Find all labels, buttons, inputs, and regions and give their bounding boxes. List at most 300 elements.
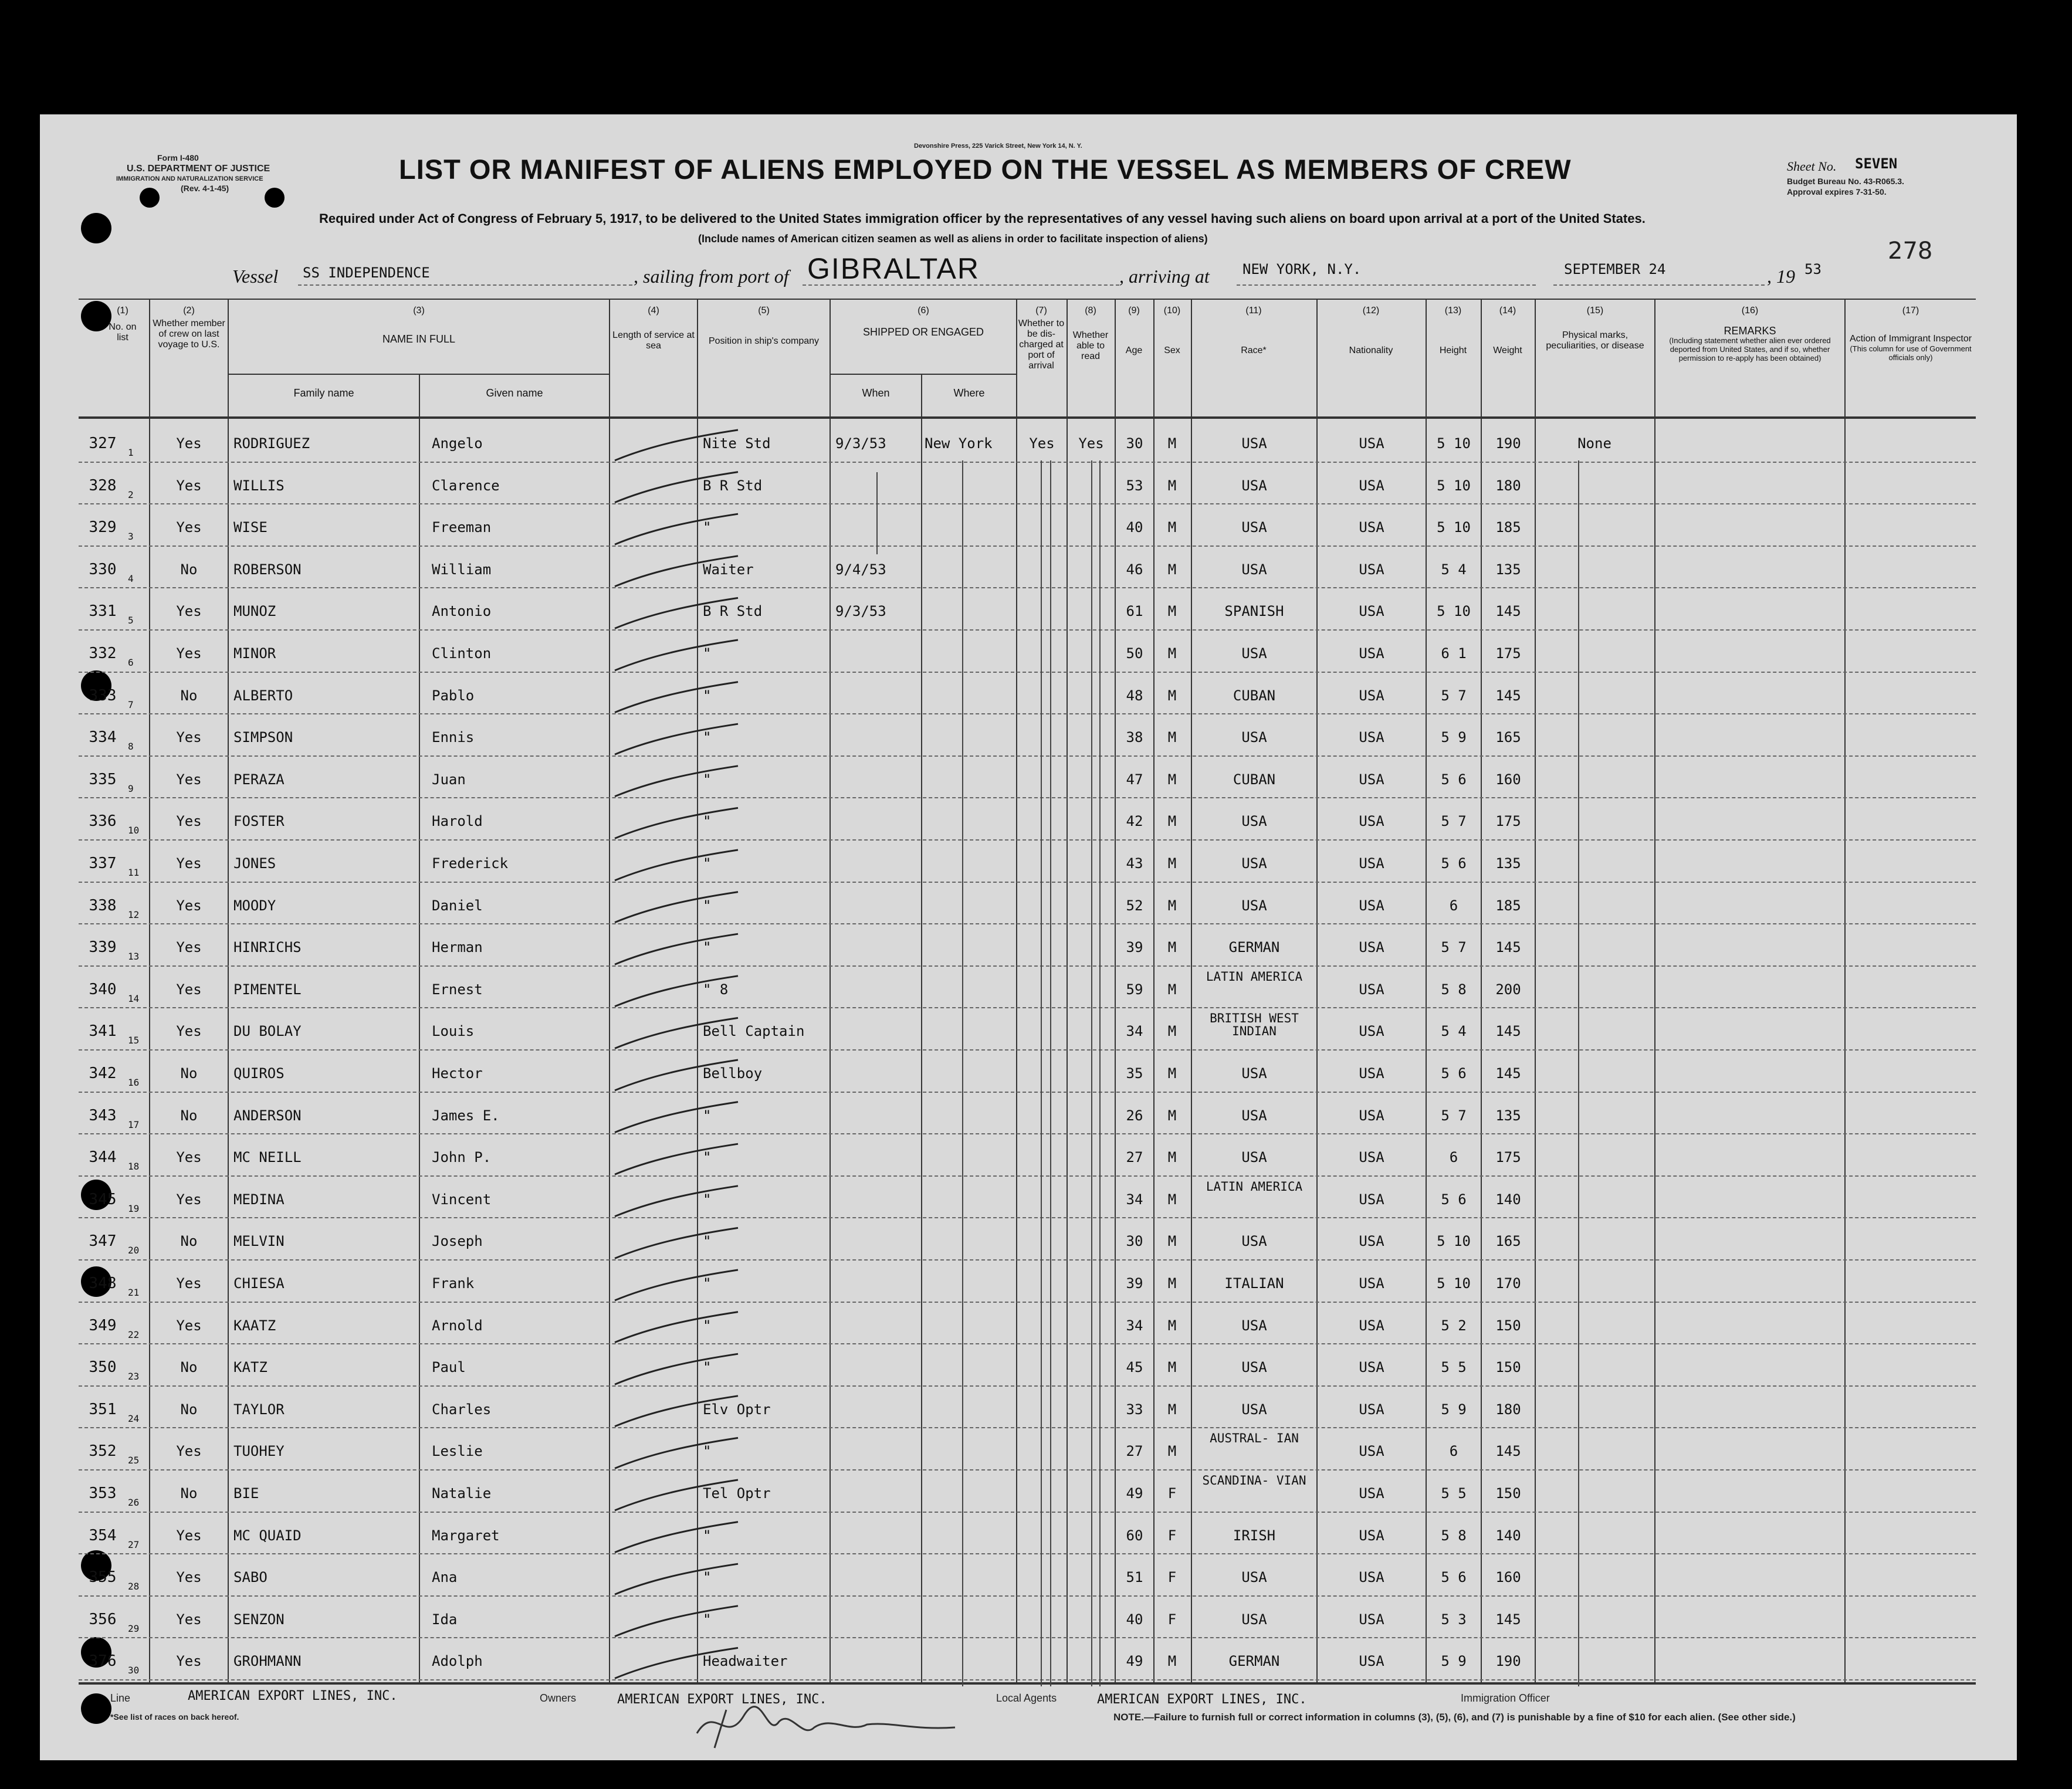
- sex: M: [1167, 1443, 1177, 1460]
- age: 42: [1126, 813, 1143, 830]
- given-name: James E.: [432, 1107, 500, 1124]
- weight: 165: [1495, 729, 1521, 746]
- sex: F: [1167, 1527, 1177, 1544]
- table-row: [40, 631, 1976, 673]
- line-number: 30: [128, 1665, 140, 1676]
- crew-last-voyage: No: [180, 1107, 198, 1124]
- race: USA: [1241, 1065, 1267, 1082]
- family-name: MELVIN: [233, 1233, 285, 1250]
- agency-name: U.S. DEPARTMENT OF JUSTICE: [127, 164, 270, 174]
- row-number: 330: [89, 560, 117, 578]
- family-name: ANDERSON: [233, 1107, 302, 1124]
- discharged: Yes: [1029, 435, 1055, 452]
- height: 5 6: [1441, 771, 1467, 788]
- height: 5 4: [1441, 1023, 1467, 1040]
- given-name: Antonio: [432, 603, 492, 620]
- arriving-label: , arriving at: [1119, 266, 1210, 287]
- table-row: [40, 967, 1976, 1009]
- nationality: USA: [1359, 1107, 1384, 1124]
- form-number: Form I-480: [157, 153, 199, 162]
- col-15-header: (15) Physical marks, peculiarities, or disease: [1546, 306, 1644, 351]
- row-number: 349: [89, 1316, 117, 1334]
- revision: (Rev. 4-1-45): [181, 184, 229, 193]
- given-name: Frederick: [432, 855, 509, 872]
- given-name: Charles: [432, 1401, 492, 1418]
- race: USA: [1241, 1149, 1267, 1166]
- arrival-date: SEPTEMBER 24: [1564, 261, 1666, 277]
- table-row: [40, 1093, 1976, 1135]
- given-name: Joseph: [432, 1233, 483, 1250]
- age: 34: [1126, 1317, 1143, 1334]
- family-name: WISE: [233, 519, 268, 536]
- table-row: [40, 421, 1976, 463]
- age: 60: [1126, 1527, 1143, 1544]
- line-number: 22: [128, 1329, 140, 1340]
- weight: 175: [1495, 813, 1521, 830]
- age: 38: [1126, 729, 1143, 746]
- sex: M: [1167, 477, 1177, 494]
- budget-number: Budget Bureau No. 43-R065.3.: [1787, 177, 1904, 186]
- line-number: 4: [128, 572, 134, 584]
- weight: 145: [1495, 1065, 1521, 1082]
- given-name: John P.: [432, 1149, 492, 1166]
- height: 5 6: [1441, 1065, 1467, 1082]
- crew-last-voyage: Yes: [176, 1611, 202, 1628]
- crew-last-voyage: No: [180, 1485, 198, 1502]
- given-name: Natalie: [432, 1485, 492, 1502]
- crew-last-voyage: Yes: [176, 1191, 202, 1208]
- table-row: [40, 504, 1976, 547]
- sex: M: [1167, 1191, 1177, 1208]
- position: ": [703, 813, 712, 830]
- row-number: 376: [89, 1652, 117, 1671]
- table-row: [40, 1597, 1976, 1639]
- age: 52: [1126, 897, 1143, 914]
- height: 5 9: [1441, 729, 1467, 746]
- position: ": [703, 1443, 712, 1460]
- page-title: LIST OR MANIFEST OF ALIENS EMPLOYED ON THE VESSEL AS MEMBERS OF CREW: [399, 154, 1572, 185]
- age: 49: [1126, 1485, 1143, 1502]
- position: ": [703, 1275, 712, 1292]
- height: 5 7: [1441, 939, 1467, 956]
- form-subnote: (Include names of American citizen seamen as well as aliens in order to facilitate inspection of aliens): [698, 233, 1208, 245]
- age: 59: [1126, 981, 1143, 998]
- position: Nite Std: [703, 435, 771, 452]
- table-row: [40, 883, 1976, 925]
- family-name: MOODY: [233, 897, 276, 914]
- position: B R Std: [703, 477, 763, 494]
- age: 39: [1126, 939, 1143, 956]
- position: Bell Captain: [703, 1023, 805, 1040]
- shipped-when: 9/4/53: [835, 561, 886, 578]
- given-name: Vincent: [432, 1191, 492, 1208]
- crew-last-voyage: Yes: [176, 981, 202, 998]
- height: 5 5: [1441, 1485, 1467, 1502]
- col-6-header: (6) SHIPPED OR ENGAGED: [862, 306, 984, 338]
- col-7-header: (7) Whether to be dis-charged at port of arrival: [1018, 306, 1065, 371]
- nationality: USA: [1359, 1065, 1384, 1082]
- col-12-header: (12) Nationality: [1349, 306, 1393, 355]
- nationality: USA: [1359, 1317, 1384, 1334]
- race: LATIN AMERICA: [1206, 1179, 1303, 1194]
- weight: 145: [1495, 1023, 1521, 1040]
- sex: F: [1167, 1569, 1177, 1586]
- position: Tel Optr: [703, 1485, 771, 1502]
- position: ": [703, 1317, 712, 1334]
- nationality: USA: [1359, 477, 1384, 494]
- given-name: Margaret: [432, 1527, 500, 1544]
- height: 5 6: [1441, 1191, 1467, 1208]
- weight: 175: [1495, 1149, 1521, 1166]
- agents-label: Local Agents: [996, 1692, 1057, 1704]
- position: ": [703, 1611, 712, 1628]
- race: USA: [1241, 1611, 1267, 1628]
- position: Headwaiter: [703, 1653, 788, 1670]
- crew-last-voyage: No: [180, 687, 198, 704]
- weight: 150: [1495, 1359, 1521, 1376]
- line-number: 12: [128, 909, 140, 920]
- family-name: MEDINA: [233, 1191, 285, 1208]
- age: 35: [1126, 1065, 1143, 1082]
- family-name: TAYLOR: [233, 1401, 285, 1418]
- nationality: USA: [1359, 1149, 1384, 1166]
- line-number: 2: [128, 489, 134, 500]
- table-row: [40, 1470, 1976, 1513]
- row-number: 337: [89, 855, 117, 872]
- crew-last-voyage: No: [180, 1065, 198, 1082]
- crew-last-voyage: Yes: [176, 1275, 202, 1292]
- row-number: 350: [89, 1358, 117, 1377]
- crew-last-voyage: Yes: [176, 1317, 202, 1334]
- given-name: Juan: [432, 771, 466, 788]
- race: USA: [1241, 1233, 1267, 1250]
- line-number: 28: [128, 1581, 140, 1593]
- race: USA: [1241, 1569, 1267, 1586]
- family-name: ALBERTO: [233, 687, 293, 704]
- given-name: Adolph: [432, 1653, 483, 1670]
- height: 5 7: [1441, 1107, 1467, 1124]
- row-number: 348: [89, 1275, 117, 1292]
- given-name: Daniel: [432, 897, 483, 914]
- line-number: 10: [128, 825, 140, 836]
- race: GERMAN: [1228, 1653, 1280, 1670]
- row-number: 344: [89, 1148, 117, 1167]
- col-6-where-header: Where: [953, 387, 985, 399]
- vessel-name: SS INDEPENDENCE: [303, 265, 430, 281]
- line-number: 1: [128, 447, 134, 458]
- age: 48: [1126, 687, 1143, 704]
- row-number: 341: [89, 1022, 117, 1041]
- crew-last-voyage: Yes: [176, 1569, 202, 1586]
- height: 5 10: [1437, 1233, 1471, 1250]
- weight: 145: [1495, 1443, 1521, 1460]
- crew-last-voyage: No: [180, 1401, 198, 1418]
- given-name: Harold: [432, 813, 483, 830]
- family-name: KATZ: [233, 1359, 268, 1376]
- given-name: William: [432, 561, 492, 578]
- service-length-strokes: [603, 419, 814, 1686]
- shipped-when: 9/3/53: [835, 435, 886, 452]
- sex: F: [1167, 1611, 1177, 1628]
- given-name: Paul: [432, 1359, 466, 1376]
- race: IRISH: [1233, 1527, 1276, 1544]
- height: 5 9: [1441, 1401, 1467, 1418]
- nationality: USA: [1359, 519, 1384, 536]
- sex: M: [1167, 729, 1177, 746]
- age: 39: [1126, 1275, 1143, 1292]
- nationality: USA: [1359, 1233, 1384, 1250]
- col-3-given-header: Given name: [486, 387, 543, 399]
- line-label: Line: [110, 1692, 131, 1704]
- race: CUBAN: [1233, 687, 1276, 704]
- weight: 200: [1495, 981, 1521, 998]
- age: 40: [1126, 519, 1143, 536]
- position: ": [703, 729, 712, 746]
- family-name: MUNOZ: [233, 603, 276, 620]
- height: 5 6: [1441, 1569, 1467, 1586]
- age: 47: [1126, 771, 1143, 788]
- table-row: [40, 1344, 1976, 1387]
- fine-note: NOTE.—Failure to furnish full or correct information in columns (3), (5), (6), and (7) is punishable by a fine of $10 for each alien. (See other side.): [1113, 1712, 1796, 1723]
- family-name: WILLIS: [233, 477, 285, 494]
- nationality: USA: [1359, 939, 1384, 956]
- row-number: 354: [89, 1526, 117, 1544]
- row-number: 336: [89, 812, 117, 831]
- weight: 135: [1495, 561, 1521, 578]
- sex: M: [1167, 1359, 1177, 1376]
- race: USA: [1241, 1317, 1267, 1334]
- crew-last-voyage: Yes: [176, 603, 202, 620]
- row-number: 351: [89, 1400, 117, 1418]
- height: 6: [1449, 897, 1458, 914]
- sheet-number: SEVEN: [1855, 155, 1898, 172]
- position: ": [703, 1107, 712, 1124]
- printer-line: Devonshire Press, 225 Varick Street, New York 14, N. Y.: [914, 143, 1082, 150]
- crew-last-voyage: Yes: [176, 645, 202, 662]
- family-name: MC QUAID: [233, 1527, 302, 1544]
- age: 46: [1126, 561, 1143, 578]
- position: ": [703, 1233, 712, 1250]
- row-number: 340: [89, 980, 117, 998]
- table-row: [40, 588, 1976, 631]
- sex: M: [1167, 519, 1177, 536]
- row-number: 343: [89, 1106, 117, 1124]
- nationality: USA: [1359, 1275, 1384, 1292]
- row-number: 339: [89, 938, 117, 957]
- line-number: 7: [128, 699, 134, 710]
- nationality: USA: [1359, 687, 1384, 704]
- line-number: 9: [128, 782, 134, 794]
- table-row: [40, 757, 1976, 799]
- sex: M: [1167, 603, 1177, 620]
- line-number: 21: [128, 1287, 140, 1298]
- service-name: IMMIGRATION AND NATURALIZATION SERVICE: [116, 175, 263, 182]
- arrival-port: NEW YORK, N.Y.: [1242, 261, 1362, 277]
- vessel-label: Vessel: [232, 266, 279, 287]
- position: ": [703, 771, 712, 788]
- punch-hole: [140, 188, 160, 208]
- punch-hole: [81, 213, 111, 243]
- given-name: Ana: [432, 1569, 458, 1586]
- sex: M: [1167, 981, 1177, 998]
- row-number: 331: [89, 602, 117, 621]
- row-number: 352: [89, 1442, 117, 1461]
- crew-last-voyage: Yes: [176, 939, 202, 956]
- row-number: 353: [89, 1485, 117, 1502]
- family-name: BIE: [233, 1485, 259, 1502]
- age: 50: [1126, 645, 1143, 662]
- nationality: USA: [1359, 603, 1384, 620]
- position: Elv Optr: [703, 1401, 771, 1418]
- sex: M: [1167, 813, 1177, 830]
- col-6-when-header: When: [862, 387, 890, 399]
- nationality: USA: [1359, 1569, 1384, 1586]
- weight: 150: [1495, 1317, 1521, 1334]
- height: 5 10: [1437, 435, 1471, 452]
- sex: F: [1167, 1485, 1177, 1502]
- family-name: SABO: [233, 1569, 268, 1586]
- age: 27: [1126, 1149, 1143, 1166]
- given-name: Herman: [432, 939, 483, 956]
- sex: M: [1167, 1107, 1177, 1124]
- crew-last-voyage: Yes: [176, 897, 202, 914]
- age: 30: [1126, 435, 1143, 452]
- sheet-label: Sheet No.: [1787, 159, 1837, 174]
- line-number: 15: [128, 1035, 140, 1046]
- race: SCANDINA- VIAN: [1202, 1473, 1306, 1488]
- height: 5 10: [1437, 519, 1471, 536]
- height: 5 8: [1441, 981, 1467, 998]
- row-number: 355: [89, 1568, 117, 1587]
- col-3-header: (3) NAME IN FULL: [382, 306, 456, 345]
- crew-last-voyage: Yes: [176, 855, 202, 872]
- row-number: 347: [89, 1232, 117, 1251]
- table-row: [40, 714, 1976, 757]
- family-name: PERAZA: [233, 771, 285, 788]
- row-number: 329: [89, 519, 117, 537]
- given-name: Ida: [432, 1611, 458, 1628]
- approval-expiry: Approval expires 7-31-50.: [1787, 187, 1887, 196]
- table-row: [40, 1387, 1976, 1429]
- line-number: 19: [128, 1202, 140, 1214]
- crew-last-voyage: Yes: [176, 1023, 202, 1040]
- age: 45: [1126, 1359, 1143, 1376]
- col-17-header: (17) Action of Immigrant Inspector (This column for use of Government officials only): [1849, 306, 1972, 362]
- given-name: Frank: [432, 1275, 475, 1292]
- age: 26: [1126, 1107, 1143, 1124]
- position: ": [703, 855, 712, 872]
- table-row: [40, 463, 1976, 505]
- weight: 135: [1495, 1107, 1521, 1124]
- col-13-header: (13) Height: [1439, 306, 1467, 355]
- nationality: USA: [1359, 1485, 1384, 1502]
- position: ": [703, 1527, 712, 1544]
- height: 5 9: [1441, 1653, 1467, 1670]
- height: 5 10: [1437, 1275, 1471, 1292]
- sex: M: [1167, 1233, 1177, 1250]
- nationality: USA: [1359, 1401, 1384, 1418]
- line-number: 5: [128, 615, 134, 626]
- weight: 145: [1495, 687, 1521, 704]
- family-name: QUIROS: [233, 1065, 285, 1082]
- position: ": [703, 897, 712, 914]
- arrival-year: 53: [1804, 261, 1822, 277]
- nationality: USA: [1359, 1023, 1384, 1040]
- given-name: Clinton: [432, 645, 492, 662]
- weight: 190: [1495, 1653, 1521, 1670]
- weight: 160: [1495, 771, 1521, 788]
- table-row: [40, 1051, 1976, 1093]
- weight: 145: [1495, 603, 1521, 620]
- sex: M: [1167, 1065, 1177, 1082]
- age: 51: [1126, 1569, 1143, 1586]
- height: 5 10: [1437, 603, 1471, 620]
- owners-name: AMERICAN EXPORT LINES, INC.: [617, 1692, 827, 1707]
- nationality: USA: [1359, 771, 1384, 788]
- position: ": [703, 1191, 712, 1208]
- table-row: [40, 673, 1976, 715]
- crew-last-voyage: Yes: [176, 729, 202, 746]
- race: AUSTRAL- IAN: [1210, 1431, 1299, 1446]
- races-note: *See list of races on back hereof.: [110, 1712, 239, 1722]
- physical-marks: None: [1577, 435, 1611, 452]
- family-name: ROBERSON: [233, 561, 302, 578]
- sex: M: [1167, 897, 1177, 914]
- height: 6: [1449, 1443, 1458, 1460]
- height: 5 6: [1441, 855, 1467, 872]
- position: ": [703, 687, 712, 704]
- family-name: CHIESA: [233, 1275, 285, 1292]
- row-number: 328: [89, 476, 117, 494]
- sex: M: [1167, 855, 1177, 872]
- table-row: [40, 547, 1976, 589]
- race: USA: [1241, 435, 1267, 452]
- given-name: Clarence: [432, 477, 500, 494]
- col-1-header: (1) No. on list: [109, 306, 137, 343]
- family-name: DU BOLAY: [233, 1023, 302, 1040]
- crew-last-voyage: No: [180, 1233, 198, 1250]
- nationality: USA: [1359, 1653, 1384, 1670]
- family-name: PIMENTEL: [233, 981, 302, 998]
- family-name: RODRIGUEZ: [233, 435, 310, 452]
- sex: M: [1167, 771, 1177, 788]
- weight: 175: [1495, 645, 1521, 662]
- row-number: 327: [89, 435, 117, 452]
- shipped-where: New York: [925, 435, 993, 452]
- nationality: USA: [1359, 1443, 1384, 1460]
- race: USA: [1241, 561, 1267, 578]
- given-name: Hector: [432, 1065, 483, 1082]
- sex: M: [1167, 561, 1177, 578]
- nationality: USA: [1359, 897, 1384, 914]
- weight: 150: [1495, 1485, 1521, 1502]
- nationality: USA: [1359, 1191, 1384, 1208]
- page-number: 278: [1888, 238, 1933, 265]
- nationality: USA: [1359, 855, 1384, 872]
- given-name: Arnold: [432, 1317, 483, 1334]
- crew-last-voyage: Yes: [176, 1443, 202, 1460]
- weight: 135: [1495, 855, 1521, 872]
- sex: M: [1167, 1023, 1177, 1040]
- family-name: GROHMANN: [233, 1653, 302, 1670]
- height: 6: [1449, 1149, 1458, 1166]
- sex: M: [1167, 1401, 1177, 1418]
- weight: 165: [1495, 1233, 1521, 1250]
- punch-hole: [265, 188, 285, 208]
- table-row: [40, 1513, 1976, 1555]
- col-9-header: (9) Age: [1125, 306, 1143, 355]
- table-row: [40, 841, 1976, 883]
